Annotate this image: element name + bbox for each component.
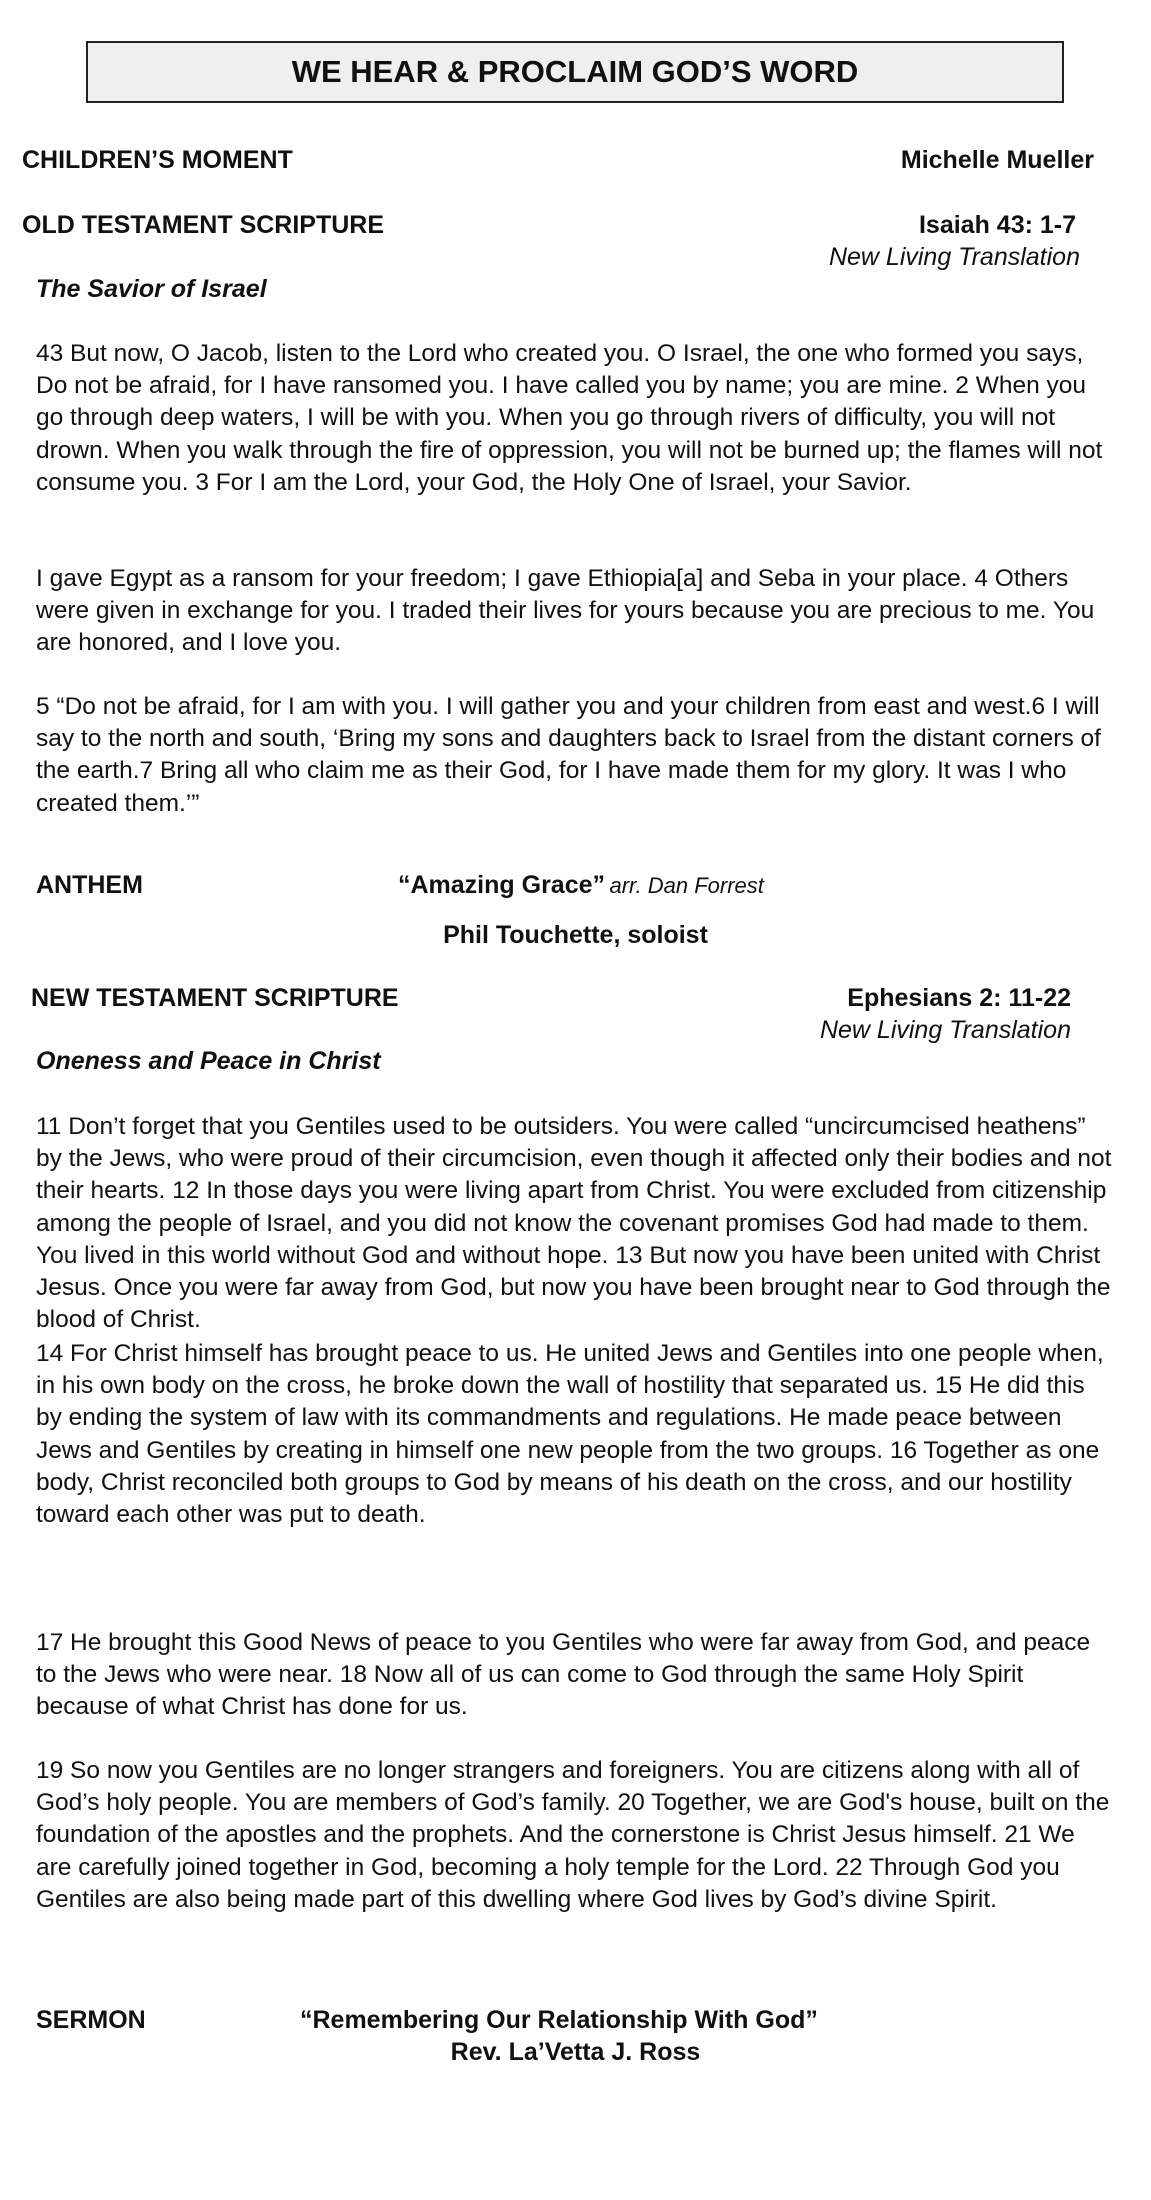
anthem-title: “Amazing Grace” (398, 871, 606, 899)
anthem-soloist: Phil Touchette, soloist (443, 921, 708, 949)
old-testament-reference: Isaiah 43: 1-7 (918, 211, 1076, 239)
childrens-moment-leader: Michelle Mueller (900, 146, 1094, 174)
new-testament-translation: New Living Translation (819, 1016, 1071, 1044)
new-testament-paragraph: 11 Don’t forget that you Gentiles used to be outsiders. You were called “uncircumcised heathens” by the Jews, who were proud of their circumcision, even though it affected only their bodies and not their hearts. 12 In those days you were living apart from Christ. You were excluded from citizenship among the people of Israel, and you did not know the covenant promises God had made to them. You lived in this world without God and without hope. 13 But now you have been united with Christ Jesus. Once you were far away from God, but now you have been brought near to God through the blood of Christ. (36, 1113, 1112, 1334)
sermon-preacher: Rev. La’Vetta J. Ross (450, 2038, 701, 2066)
old-testament-paragraph: 43 But now, O Jacob, listen to the Lord who created you. O Israel, the one who formed you says, Do not be afraid, for I have ransomed you. I have called you by name; you are mine. 2 When you go through deep waters, I will be with you. When you go through rivers of difficulty, you will not drown. When you walk through the fire of oppression, you will not be burned up; the flames will not consume you. 3 For I am the Lord, your God, the Holy One of Israel, your Savior. (36, 340, 1103, 496)
new-testament-reference: Ephesians 2: 11-22 (847, 984, 1071, 1012)
old-testament-heading: The Savior of Israel (36, 275, 267, 303)
childrens-moment-label: CHILDREN’S MOMENT (22, 146, 293, 174)
new-testament-heading: Oneness and Peace in Christ (36, 1047, 381, 1075)
anthem-arranger: arr. Dan Forrest (609, 873, 764, 898)
new-testament-paragraph: 17 He brought this Good News of peace to you Gentiles who were far away from God, and peace to the Jews who were near. 18 Now all of us can come to God through the same Holy Spirit because of what Christ has done for us. (36, 1629, 1091, 1721)
new-testament-paragraph: 14 For Christ himself has brought peace to us. He united Jews and Gentiles into one people when, in his own body on the cross, he broke down the wall of hostility that separated us. 15 He did this by ending the system of law with its commandments and regulations. He made peace between Jews and Gentiles by creating in himself one new people from the two groups. 16 Together as one body, Christ reconciled both groups to God by means of his death on the cross, and our hostility toward each other was put to death. (36, 1340, 1104, 1529)
old-testament-label: OLD TESTAMENT SCRIPTURE (22, 211, 385, 239)
sermon-title: “Remembering Our Relationship With God” (300, 2006, 818, 2034)
old-testament-paragraph: I gave Egypt as a ransom for your freedom; I gave Ethiopia[a] and Seba in your place. 4 Others were given in exchange for you. I traded their lives for yours because you are precious to me. You are honored, and I love you. (36, 565, 1095, 657)
old-testament-translation: New Living Translation (828, 243, 1080, 271)
new-testament-paragraph: 19 So now you Gentiles are no longer strangers and foreigners. You are citizens along with all of God’s holy people. You are members of God’s family. 20 Together, we are God's house, built on the foundation of the apostles and the prophets. And the cornerstone is Christ Jesus himself. 21 We are carefully joined together in God, becoming a holy temple for the Lord. 22 Through God you Gentiles are also being made part of this dwelling where God lives by God’s divine Spirit. (36, 1757, 1110, 1913)
old-testament-paragraph: 5 “Do not be afraid, for I am with you. I will gather you and your children from east and west.6 I will say to the north and south, ‘Bring my sons and daughters back to Israel from the distant corners of the earth.7 Bring all who claim me as their God, for I have made them for my glory. It was I who created them.’” (36, 693, 1101, 817)
anthem-label: ANTHEM (36, 871, 143, 899)
new-testament-label: NEW TESTAMENT SCRIPTURE (31, 984, 399, 1012)
page-title: WE HEAR & PROCLAIM GOD’S WORD (86, 41, 1064, 103)
anthem-title-line (398, 871, 764, 900)
sermon-label: SERMON (36, 2006, 146, 2034)
